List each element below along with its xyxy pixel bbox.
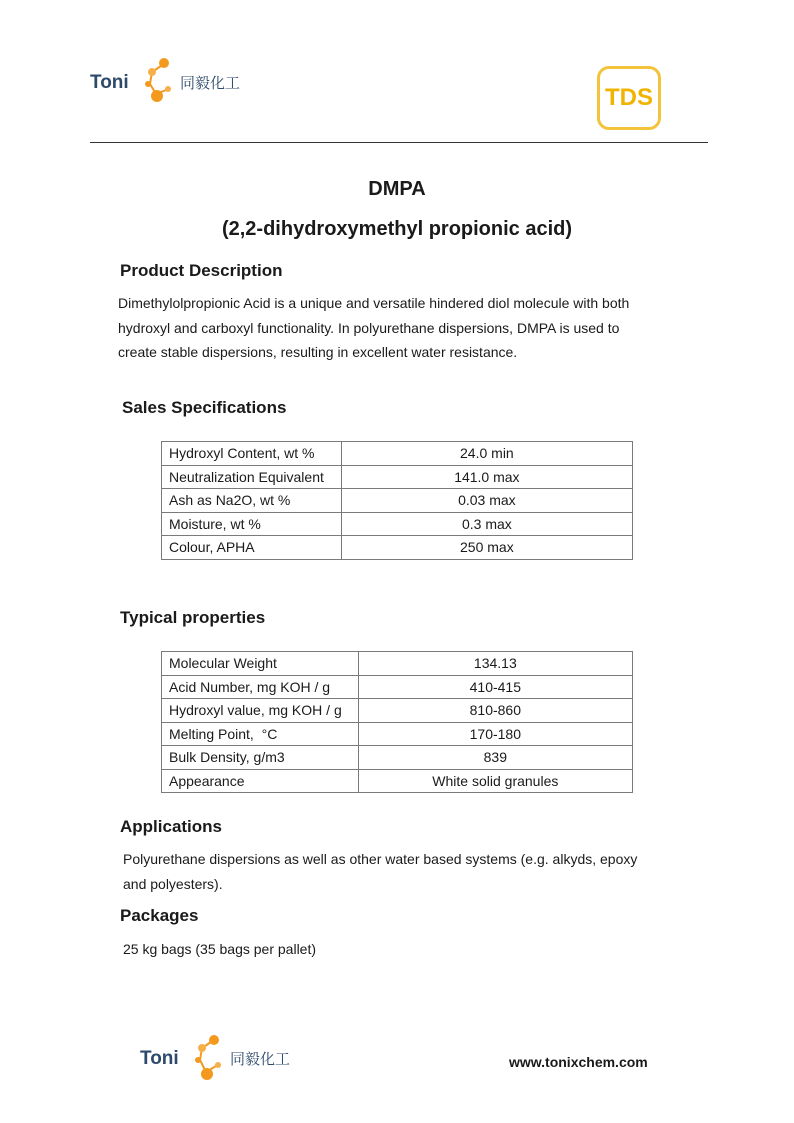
table-row	[162, 699, 633, 723]
sales-specifications-heading: Sales Specifications	[122, 398, 287, 417]
product-description-text	[118, 291, 718, 365]
spec-label: Neutralization Equivalent	[162, 465, 342, 489]
molecule-icon	[195, 1035, 221, 1080]
tds-badge: TDS	[597, 66, 661, 130]
table-row	[162, 489, 633, 513]
property-value: 134.13	[358, 652, 632, 676]
website-link[interactable]: www.tonixchem.com	[509, 1054, 648, 1070]
logo-text-cn: 同毅化工	[180, 74, 241, 92]
property-value: White solid granules	[358, 769, 632, 793]
property-value: 810-860	[358, 699, 632, 723]
table-row	[162, 675, 633, 699]
typical-properties-table	[161, 651, 633, 793]
spec-value: 141.0 max	[341, 465, 632, 489]
spec-value: 24.0 min	[341, 442, 632, 466]
molecule-icon	[145, 58, 171, 102]
spec-label: Ash as Na2O, wt %	[162, 489, 342, 513]
spec-value: 250 max	[341, 536, 632, 560]
spec-value: 0.03 max	[341, 489, 632, 513]
document-subtitle: (2,2-dihydroxymethyl propionic acid)	[221, 218, 573, 240]
logo-text-cn: 同毅化工	[230, 1050, 291, 1068]
text-line: and polyesters).	[123, 875, 223, 892]
property-label: Bulk Density, g/m3	[162, 746, 359, 770]
table-row	[162, 652, 633, 676]
property-value: 170-180	[358, 722, 632, 746]
logo-text-en: Toni	[90, 72, 129, 93]
property-label: Molecular Weight	[162, 652, 359, 676]
applications-heading: Applications	[120, 817, 223, 836]
text-line: Polyurethane dispersions as well as other water based systems (e.g. alkyds, epoxy	[123, 851, 638, 867]
logo-text-en: Toni	[140, 1048, 179, 1069]
footer-logo	[140, 1034, 300, 1086]
document-title: DMPA	[368, 178, 426, 200]
table-row	[162, 722, 633, 746]
spec-value: 0.3 max	[341, 512, 632, 536]
table-row	[162, 769, 633, 793]
table-row	[162, 442, 633, 466]
property-label: Melting Point, °C	[162, 722, 359, 746]
sales-specifications-table	[161, 441, 633, 560]
header-divider	[90, 142, 708, 143]
property-value: 410-415	[358, 675, 632, 699]
typical-properties-heading: Typical properties	[120, 608, 266, 627]
property-label: Acid Number, mg KOH / g	[162, 675, 359, 699]
table-row	[162, 536, 633, 560]
table-row	[162, 465, 633, 489]
packages-heading: Packages	[120, 906, 199, 925]
property-label: Hydroxyl value, mg KOH / g	[162, 699, 359, 723]
text-line: create stable dispersions, resulting in excellent water resistance.	[118, 344, 518, 360]
property-value: 839	[358, 746, 632, 770]
property-label: Appearance	[162, 769, 359, 793]
company-logo	[90, 54, 250, 106]
spec-label: Colour, APHA	[162, 536, 342, 560]
table-row	[162, 746, 633, 770]
spec-label: Hydroxyl Content, wt %	[162, 442, 342, 466]
text-line: hydroxyl and carboxyl functionality. In polyurethane dispersions, DMPA is used to	[118, 319, 620, 336]
text-line: Dimethylolpropionic Acid is a unique and versatile hindered diol molecule with both	[118, 295, 630, 311]
applications-text	[123, 847, 723, 896]
spec-label: Moisture, wt %	[162, 512, 342, 536]
table-row	[162, 512, 633, 536]
product-description-heading: Product Description	[120, 261, 283, 280]
packages-text: 25 kg bags (35 bags per pallet)	[123, 941, 317, 957]
